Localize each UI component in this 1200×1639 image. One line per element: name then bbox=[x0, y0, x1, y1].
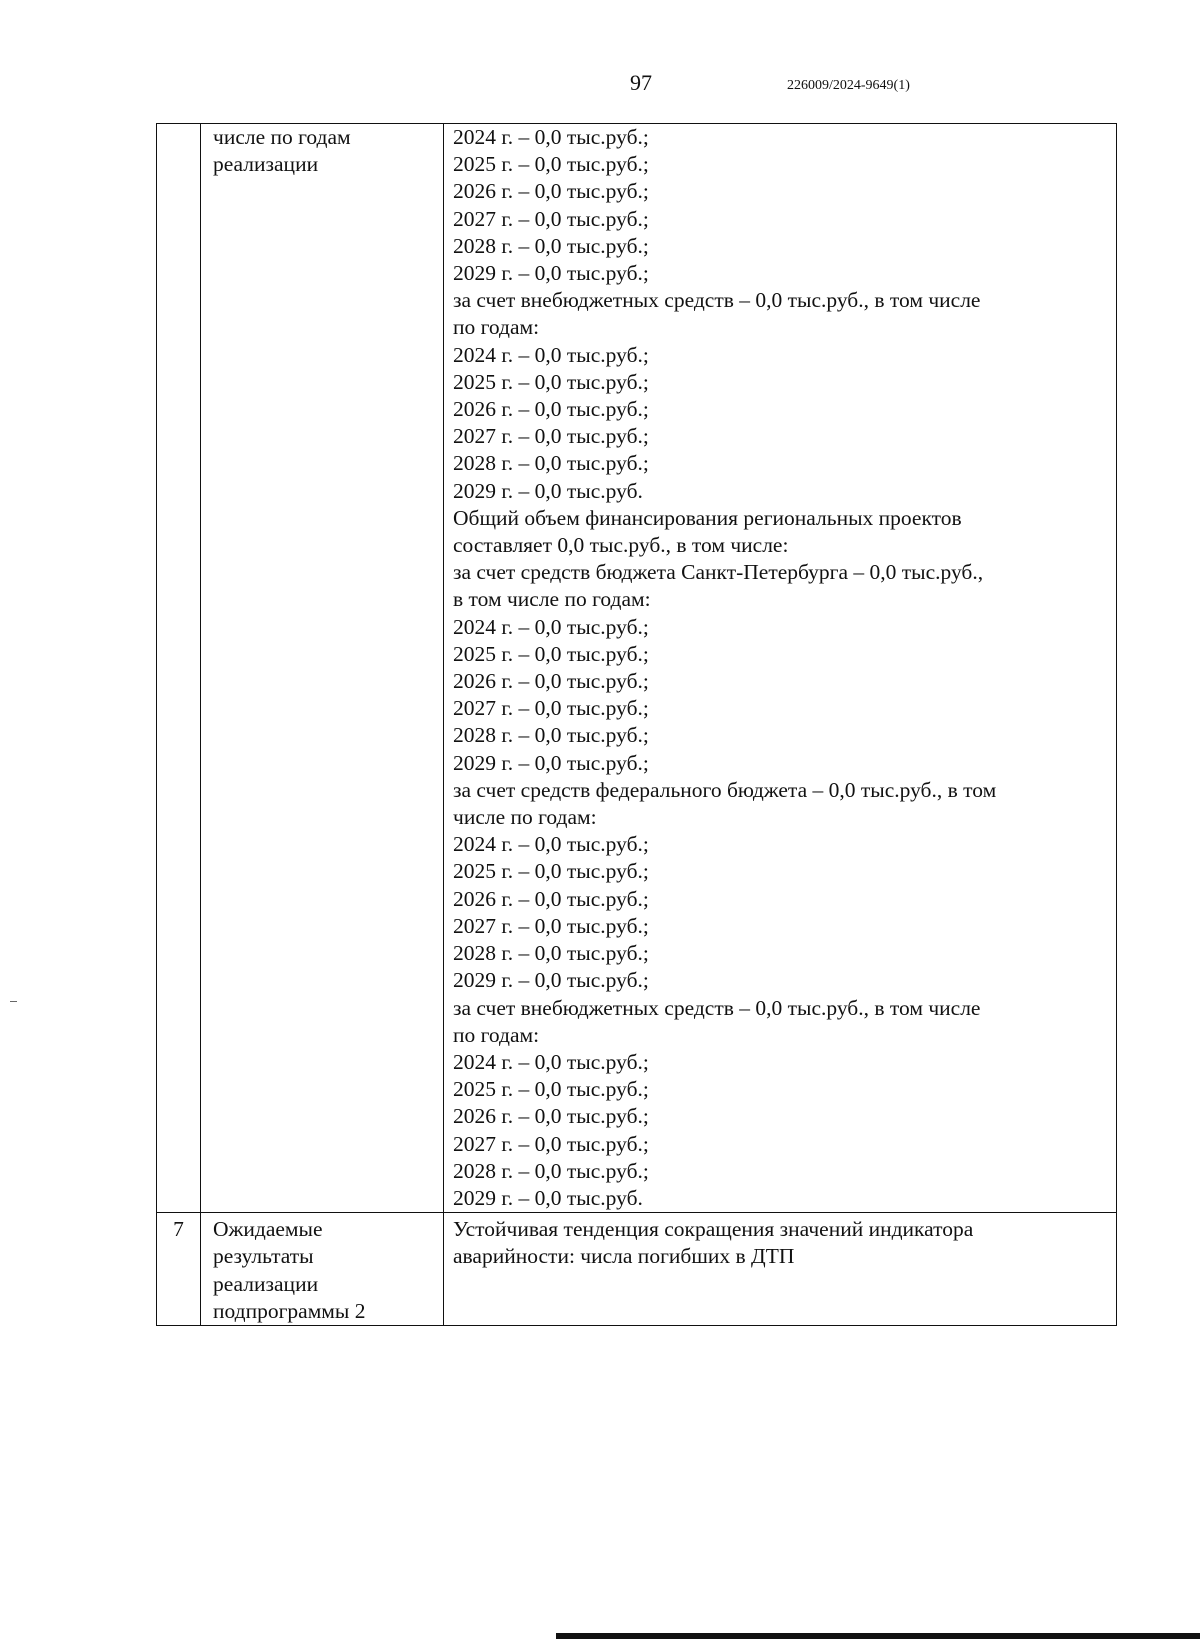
expected-result-line: Устойчивая тенденция сокращения значений индикатора bbox=[453, 1217, 974, 1242]
row-name-cell bbox=[201, 1213, 444, 1326]
document-id: 226009/2024-9649(1) bbox=[787, 78, 910, 93]
financing-line: 2029 г. – 0,0 тыс.руб. bbox=[453, 1185, 643, 1210]
financing-line: в том числе по годам: bbox=[453, 587, 651, 612]
financing-line: 2028 г. – 0,0 тыс.руб.; bbox=[453, 233, 649, 258]
scan-edge-bar bbox=[556, 1633, 1200, 1639]
scan-mark bbox=[10, 1001, 17, 1002]
financing-line: 2024 г. – 0,0 тыс.руб.; bbox=[453, 832, 649, 857]
row-name-line: реализации bbox=[213, 152, 319, 177]
row-content-cell bbox=[444, 124, 1117, 1213]
financing-line: 2026 г. – 0,0 тыс.руб.; bbox=[453, 397, 649, 422]
financing-line: за счет средств федерального бюджета – 0,0 тыс.руб., в том bbox=[453, 777, 997, 802]
financing-line: 2024 г. – 0,0 тыс.руб.; bbox=[453, 1049, 649, 1074]
financing-line: 2025 г. – 0,0 тыс.руб.; bbox=[453, 641, 649, 666]
row-name-lines bbox=[213, 124, 437, 178]
financing-line: 2024 г. – 0,0 тыс.руб.; bbox=[453, 614, 649, 639]
financing-line: 2025 г. – 0,0 тыс.руб.; bbox=[453, 1077, 649, 1102]
financing-line: числе по годам: bbox=[453, 805, 597, 830]
row-name-line: Ожидаемые bbox=[213, 1217, 323, 1242]
row-number-cell: 7 bbox=[157, 1213, 201, 1326]
table-row-financing-continued bbox=[157, 124, 1117, 1213]
financing-line: 2026 г. – 0,0 тыс.руб.; bbox=[453, 1104, 649, 1129]
financing-line: 2024 г. – 0,0 тыс.руб.; bbox=[453, 342, 649, 367]
financing-line: 2027 г. – 0,0 тыс.руб.; bbox=[453, 696, 649, 721]
table-row-expected-results bbox=[157, 1213, 1117, 1326]
financing-line: за счет внебюджетных средств – 0,0 тыс.руб., в том числе bbox=[453, 288, 981, 313]
financing-line: по годам: bbox=[453, 1022, 540, 1047]
row-name-line: числе по годам bbox=[213, 125, 351, 149]
financing-line: за счет внебюджетных средств – 0,0 тыс.руб., в том числе bbox=[453, 995, 981, 1020]
financing-line: 2028 г. – 0,0 тыс.руб.; bbox=[453, 941, 649, 966]
financing-line: 2028 г. – 0,0 тыс.руб.; bbox=[453, 1158, 649, 1183]
financing-lines bbox=[453, 124, 1106, 1212]
financing-line: 2029 г. – 0,0 тыс.руб.; bbox=[453, 968, 649, 993]
row-name-cell bbox=[201, 124, 444, 1213]
financing-line: 2027 г. – 0,0 тыс.руб.; bbox=[453, 913, 649, 938]
page-number: 97 bbox=[630, 70, 652, 95]
financing-line: составляет 0,0 тыс.руб., в том числе: bbox=[453, 533, 789, 558]
financing-line: по годам: bbox=[453, 315, 540, 340]
financing-line: 2029 г. – 0,0 тыс.руб.; bbox=[453, 750, 649, 775]
expected-result-line: аварийности: числа погибших в ДТП bbox=[453, 1244, 795, 1269]
row-content-cell bbox=[444, 1213, 1117, 1326]
financing-line: 2028 г. – 0,0 тыс.руб.; bbox=[453, 723, 649, 748]
row-name-lines bbox=[213, 1216, 437, 1325]
financing-line: 2027 г. – 0,0 тыс.руб.; bbox=[453, 206, 649, 231]
financing-line: 2025 г. – 0,0 тыс.руб.; bbox=[453, 859, 649, 884]
financing-line: 2026 г. – 0,0 тыс.руб.; bbox=[453, 669, 649, 694]
financing-line: 2027 г. – 0,0 тыс.руб.; bbox=[453, 1131, 649, 1156]
financing-line: 2026 г. – 0,0 тыс.руб.; bbox=[453, 179, 649, 204]
financing-line: 2025 г. – 0,0 тыс.руб.; bbox=[453, 152, 649, 177]
financing-line: за счет средств бюджета Санкт-Петербурга – 0,0 тыс.руб., bbox=[453, 560, 984, 585]
row-name-line: результаты bbox=[213, 1244, 314, 1269]
expected-results-lines bbox=[453, 1216, 1106, 1270]
financing-line: 2028 г. – 0,0 тыс.руб.; bbox=[453, 451, 649, 476]
row-name-line: реализации bbox=[213, 1271, 319, 1296]
financing-line: 2029 г. – 0,0 тыс.руб. bbox=[453, 478, 643, 503]
financing-line: 2029 г. – 0,0 тыс.руб.; bbox=[453, 261, 649, 286]
row-name-line: подпрограммы 2 bbox=[213, 1298, 366, 1323]
financing-line: 2027 г. – 0,0 тыс.руб.; bbox=[453, 424, 649, 449]
financing-line: 2026 г. – 0,0 тыс.руб.; bbox=[453, 886, 649, 911]
financing-line: 2025 г. – 0,0 тыс.руб.; bbox=[453, 369, 649, 394]
financing-line: 2024 г. – 0,0 тыс.руб.; bbox=[453, 125, 649, 149]
row-number-cell bbox=[157, 124, 201, 1213]
financing-line: Общий объем финансирования региональных проектов bbox=[453, 505, 962, 530]
subprogram-passport-table bbox=[156, 123, 1117, 1326]
